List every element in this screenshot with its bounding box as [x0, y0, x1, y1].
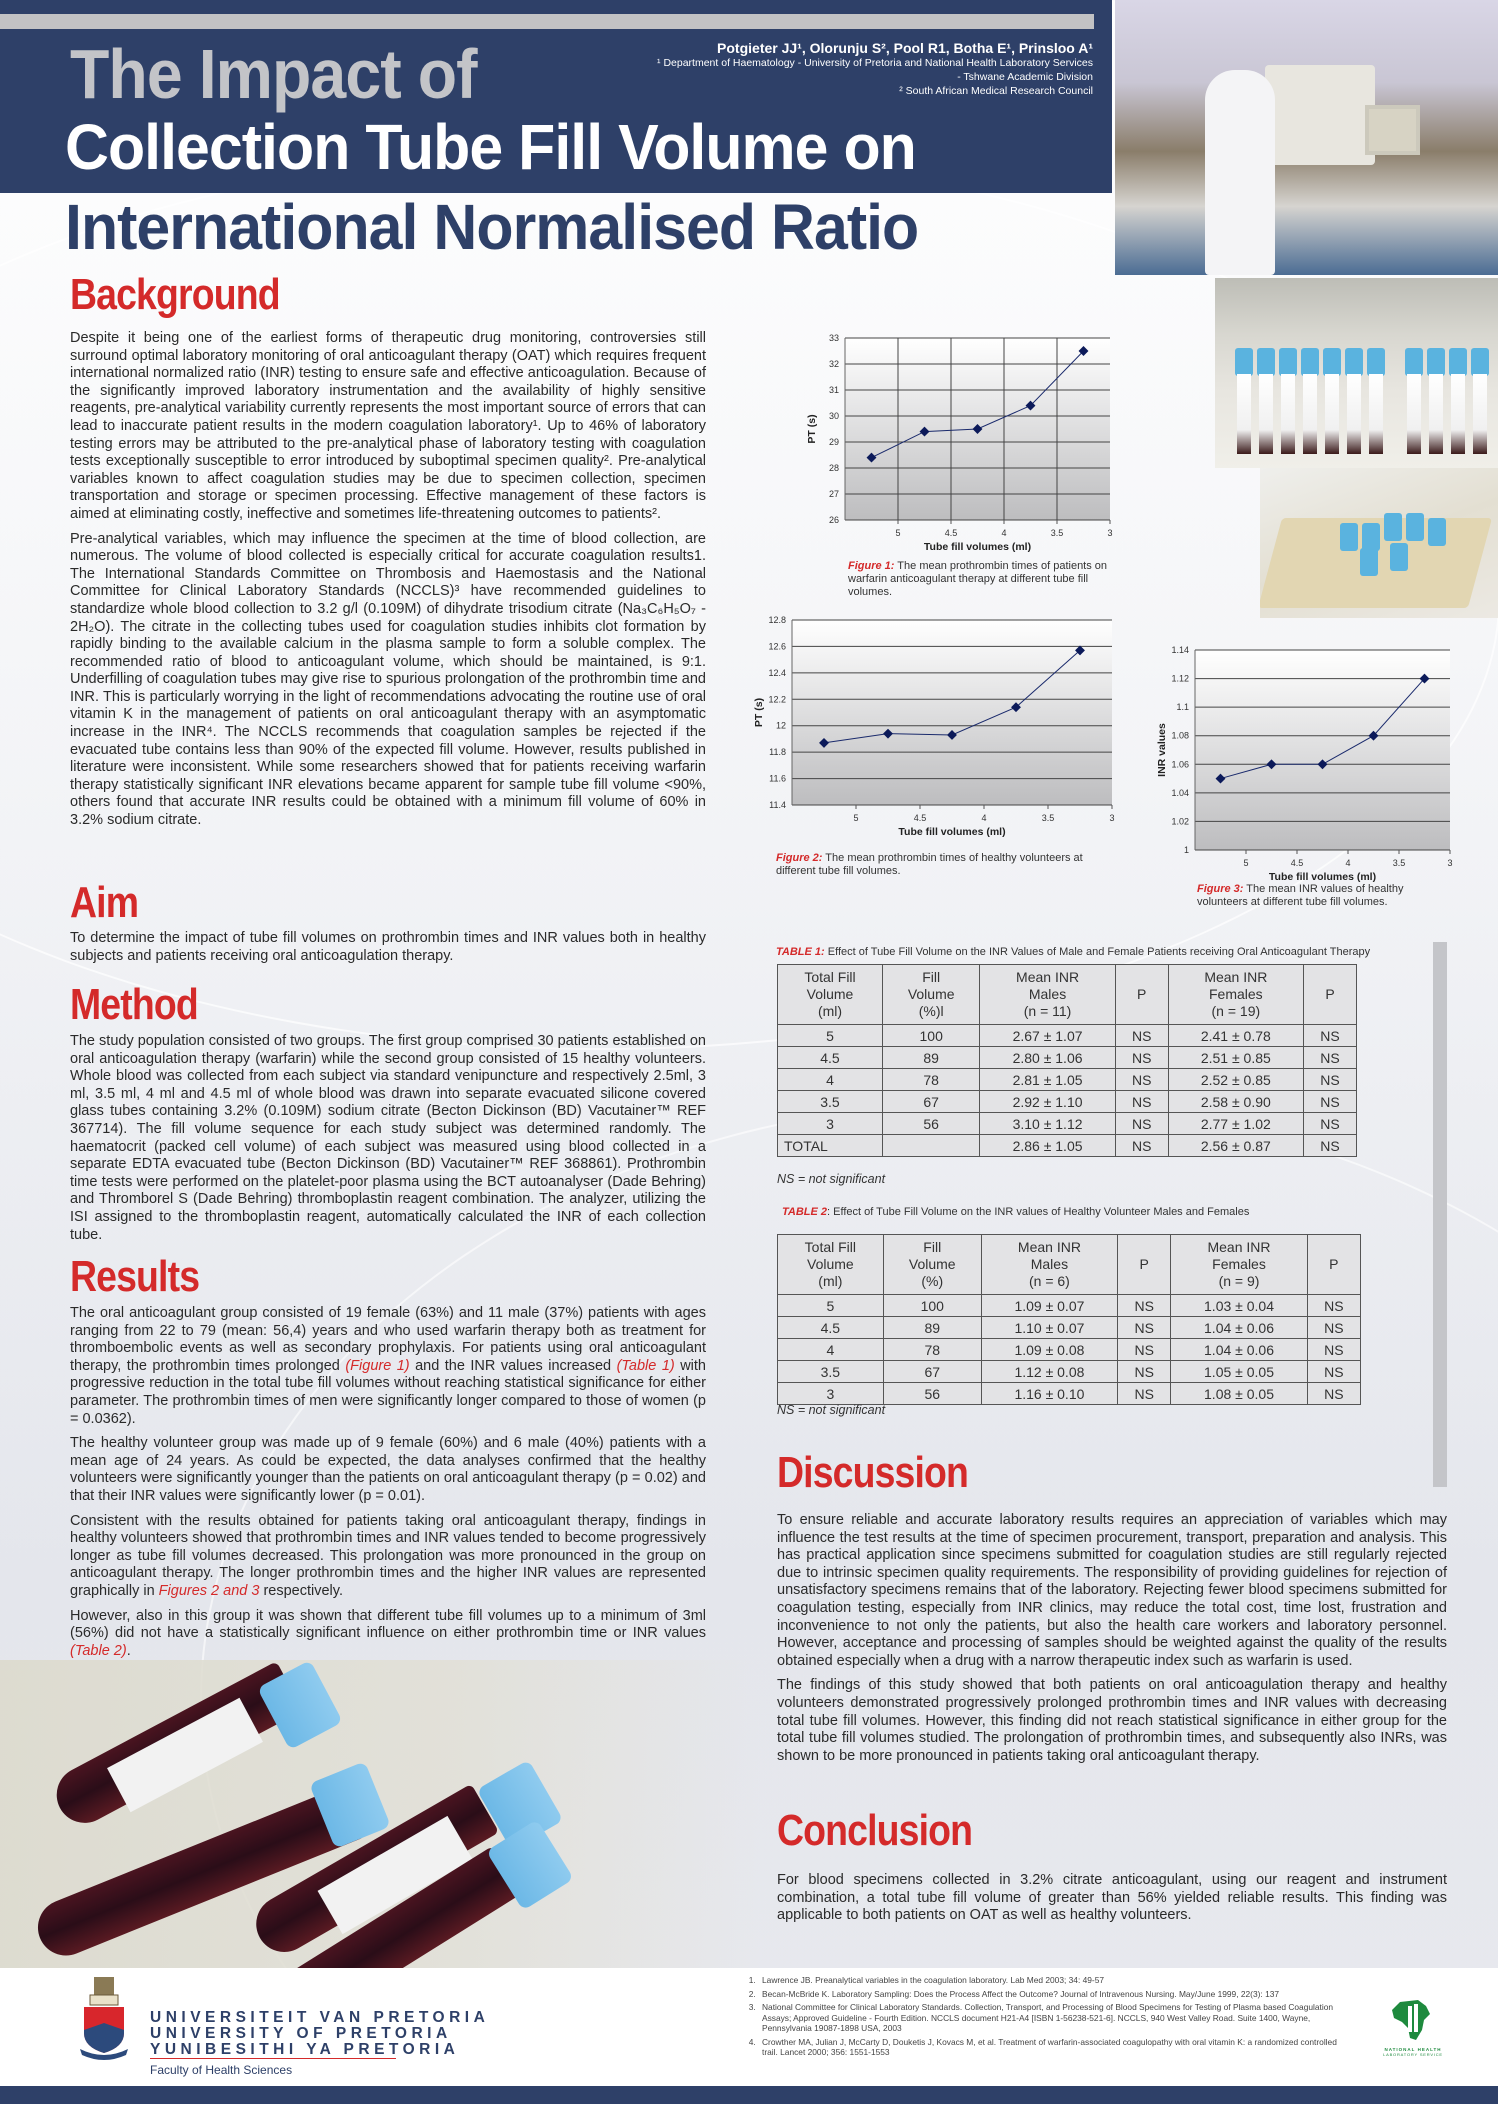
- title-line-3: International Normalised Ratio: [65, 191, 919, 263]
- title-line-1: The Impact of: [70, 35, 477, 113]
- table-cell: NS: [1115, 1113, 1168, 1135]
- table-cell: 1.16 ± 0.10: [981, 1383, 1117, 1405]
- svg-text:4: 4: [981, 813, 987, 823]
- table-cell: 56: [883, 1383, 981, 1405]
- table-cell: 1.03 ± 0.04: [1171, 1295, 1307, 1317]
- author-names: Potgieter JJ¹, Olorunju S², Pool R1, Botha E¹, Prinsloo A¹: [717, 40, 1093, 56]
- reference-item: 3. National Committee for Clinical Laboratory Standards. Collection, Transport, and Processing of Blood Specimens for Testing of Plasma based Coagulation Assays; Approved Guideline - Fourth Edition. NCCLS document H21-A4 [ISBN 1-56238-521-6]. NCCLS, 940 West Valley Road. Suite 1400, Wayne, Pennsylvania 19087-1898 USA, 2003: [758, 2002, 1340, 2034]
- svg-text:5: 5: [1243, 858, 1249, 868]
- table-cell: NS: [1307, 1383, 1360, 1405]
- svg-text:4.5: 4.5: [944, 528, 958, 538]
- university-crest-icon: [78, 1975, 130, 2060]
- table-cell: 5: [778, 1025, 883, 1047]
- svg-text:Tube fill volumes (ml): Tube fill volumes (ml): [898, 826, 1006, 838]
- university-divider: [150, 2058, 396, 2059]
- table-cell: [882, 1135, 979, 1157]
- column-header: P: [1115, 965, 1168, 1025]
- table-cell: NS: [1307, 1339, 1360, 1361]
- table-cell: 4: [778, 1339, 884, 1361]
- computer-monitor: [1365, 105, 1420, 155]
- svg-text:PT (s): PT (s): [753, 697, 765, 728]
- table-cell: 1.09 ± 0.07: [981, 1295, 1117, 1317]
- table-row: [778, 1339, 1361, 1361]
- table-cell: 1.04 ± 0.06: [1171, 1317, 1307, 1339]
- table-row: [778, 1025, 1357, 1047]
- method-heading: Method: [70, 980, 198, 1029]
- svg-text:1.12: 1.12: [1171, 673, 1189, 684]
- discussion-paragraph-2: The findings of this study showed that both patients on oral anticoagulation therapy and healthy volunteers demonstrated progressively prolonged prothrombin times and INR values with decreasing total tube fill volumes. However, this finding did not reach statistical significance in either group for the total tube fill volumes studied. The prolongation of prothrombin times, and subsequently also INRs, was shown to be more pronounced in patients taking oral anticoagulant therapy.: [777, 1677, 1447, 1764]
- table-row: [778, 1091, 1357, 1113]
- svg-text:1.08: 1.08: [1171, 730, 1189, 741]
- svg-text:29: 29: [828, 437, 839, 447]
- table-cell: 1.05 ± 0.05: [1171, 1361, 1307, 1383]
- table-row: [778, 1047, 1357, 1069]
- table-cell: 67: [883, 1361, 981, 1383]
- svg-text:12: 12: [775, 720, 786, 731]
- svg-text:33: 33: [828, 333, 839, 343]
- column-header: Fill Volume (%): [883, 1235, 981, 1295]
- svg-text:1: 1: [1183, 845, 1189, 855]
- column-header: Mean INR Females (n = 9): [1171, 1235, 1307, 1295]
- figures-2-3-link[interactable]: Figures 2 and 3: [158, 1582, 260, 1599]
- svg-text:12.2: 12.2: [768, 694, 786, 705]
- discussion-paragraph-1: To ensure reliable and accurate laboratory results requires an appreciation of variables which may influence the test results at the time of specimen procurement, transport, preparation and analysis. This has practical application since specimens submitted for coagulation studies are still regularly rejected due to intrinsic specimen quality requirements. The responsibility of providing guidelines for rejection of unsatisfactory specimens remains that of the laboratory. Rejecting fewer blood specimens submitted for coagulation testing, especially from INR clinics, may reduce the total cost, time lost, frustration and inconvenience to not only the patients, but also the health care workers and laboratory personnel. However, acceptance and processing of samples should be weighted against the quality of the results obtained especially when a drug with a narrow therapeutic index such as warfarin is used.: [777, 1512, 1447, 1669]
- figure-3-chart: [1145, 640, 1465, 883]
- table-cell: 1.12 ± 0.08: [981, 1361, 1117, 1383]
- svg-text:3: 3: [1447, 858, 1453, 868]
- table-cell: NS: [1118, 1383, 1171, 1405]
- svg-text:1.04: 1.04: [1171, 787, 1189, 798]
- table-cell: NS: [1115, 1025, 1168, 1047]
- figure-1-link[interactable]: (Figure 1): [345, 1357, 410, 1374]
- reference-item: 1. Lawrence JB. Preanalytical variables in the coagulation laboratory. Lab Med 2003; 34: 49-57: [758, 1975, 1340, 1986]
- nhls-text-1: NATIONAL HEALTH: [1384, 2047, 1442, 2052]
- table-cell: 2.52 ± 0.85: [1168, 1069, 1303, 1091]
- table-cell: NS: [1307, 1295, 1360, 1317]
- aim-text: To determine the impact of tube fill volumes on prothrombin times and INR values both in healthy subjects and patients receiving oral anticoagulation therapy.: [70, 930, 706, 964]
- background-paragraph-1: Despite it being one of the earliest forms of therapeutic drug monitoring, controversies still surround optimal laboratory monitoring of oral anticoagulant therapy (OAT) which requires frequent international normalized ratio (INR) testing to ensure safe and effective anticoagulation. Because of the significantly improved laboratory instrumentation and the availability of highly sensitive reagents, pre-analytical variability currently represents the most important source of errors that can lead to inaccurate patient results in the modern coagulation laboratory¹. Up to 46% of laboratory testing errors may be attributed to the pre-analytical phase of laboratory testing with coagulation tests exceptionally susceptible to error introduced by suboptimal specimen quality². Pre-analytical variables known to affect coagulation studies may be due to specimen collection, specimen transportation and storage or specimen processing. Effective management of these factors is aimed at eliminating costly, ineffective and sometimes life-threatening outcomes to patients².: [70, 330, 706, 522]
- table-cell: 4: [778, 1069, 883, 1091]
- table-row: [778, 1069, 1357, 1091]
- svg-text:27: 27: [828, 489, 839, 499]
- results-paragraph-3: Consistent with the results obtained for patients taking oral anticoagulant therapy, findings in healthy volunteers showed that prothrombin times and INR values tended to become progressively longer as tube fill volumes decreased. This prolongation was more pronounced in the group on anticoagulant therapy. The longer prothrombin times and the higher INR values are represented graphically in Figures 2 and 3 respectively.: [70, 1512, 706, 1599]
- table-cell: 67: [882, 1091, 979, 1113]
- table-cell: 89: [882, 1047, 979, 1069]
- table-cell: 1.10 ± 0.07: [981, 1317, 1117, 1339]
- table-cell: 2.58 ± 0.90: [1168, 1091, 1303, 1113]
- table-cell: NS: [1304, 1091, 1357, 1113]
- svg-text:PT (s): PT (s): [806, 414, 818, 444]
- svg-text:INR values: INR values: [1156, 723, 1168, 777]
- figure-2-caption: Figure 2: The mean prothrombin times of healthy volunteers at different tube fill volumes.: [776, 852, 1083, 877]
- results-paragraph-4: However, also in this group it was shown that different tube fill volumes up to a minimum of 3ml (56%) did not have a statistically significant influence on either prothrombin time or INR values (Table 2).: [70, 1607, 706, 1659]
- table-cell: NS: [1118, 1339, 1171, 1361]
- table-row: [778, 1295, 1361, 1317]
- svg-text:1.06: 1.06: [1171, 759, 1189, 770]
- svg-text:1.02: 1.02: [1171, 816, 1189, 827]
- figure-2-chart: [740, 615, 1120, 840]
- column-header: Mean INR Males (n = 11): [980, 965, 1115, 1025]
- svg-text:3.5: 3.5: [1392, 858, 1406, 868]
- table-1-title: TABLE 1: Effect of Tube Fill Volume on the INR Values of Male and Female Patients receiving Oral Anticoagulant Therapy: [776, 946, 1371, 958]
- table-row: [778, 1317, 1361, 1339]
- table-cell: NS: [1115, 1069, 1168, 1091]
- table-cell: NS: [1304, 1069, 1357, 1091]
- svg-text:3.5: 3.5: [1041, 813, 1055, 823]
- figure-3-caption: Figure 3: The mean INR values of healthy volunteers at different tube fill volumes.: [1197, 883, 1404, 908]
- table-2-note: NS = not significant: [777, 1403, 886, 1417]
- results-paragraph-1: The oral anticoagulant group consisted of 19 female (63%) and 11 male (37%) patients with ages ranging from 22 to 79 (mean: 56,4) years and who used warfarin therapy both as treatment for thromboembolic events as well as secondary prophylaxis. For patients using oral anticoagulant therapy, the prothrombin times prolonged (Figure 1) and the INR values increased (Table 1) with progressive reduction in the total tube fill volumes without reaching statistical significance for either parameter. The prothrombin times of men were significantly longer compared to those of women (p = 0.0362).: [70, 1305, 706, 1427]
- table-cell: 2.41 ± 0.78: [1168, 1025, 1303, 1047]
- header-stripe: [0, 14, 1094, 29]
- title-line-2: Collection Tube Fill Volume on: [65, 111, 916, 183]
- blood-tubes-photo: [0, 1660, 760, 1970]
- table-cell: 1.08 ± 0.05: [1171, 1383, 1307, 1405]
- table-cell: 2.51 ± 0.85: [1168, 1047, 1303, 1069]
- table-2: [777, 1234, 1361, 1405]
- svg-text:30: 30: [828, 411, 839, 421]
- table-2-title: TABLE 2: Effect of Tube Fill Volume on the INR values of Healthy Volunteer Males and Females: [782, 1206, 1250, 1218]
- column-header: P: [1118, 1235, 1171, 1295]
- table-1-link[interactable]: (Table 1): [616, 1357, 675, 1374]
- svg-text:4.5: 4.5: [1290, 858, 1304, 868]
- svg-text:3: 3: [1109, 813, 1115, 823]
- table-cell: NS: [1115, 1047, 1168, 1069]
- svg-text:1.14: 1.14: [1171, 645, 1189, 655]
- lab-technician: [1205, 70, 1275, 275]
- svg-text:11.8: 11.8: [769, 747, 786, 758]
- table-cell: NS: [1115, 1091, 1168, 1113]
- table-cell: 2.86 ± 1.05: [980, 1135, 1115, 1157]
- table-cell: 89: [883, 1317, 981, 1339]
- affiliation-2: ² South African Medical Research Council: [899, 85, 1093, 97]
- table-cell: 100: [883, 1295, 981, 1317]
- table-row: [778, 1361, 1361, 1383]
- tube-rack-photo: [1215, 278, 1498, 468]
- figure-1-chart: [805, 330, 1125, 553]
- table-cell: 78: [883, 1339, 981, 1361]
- column-header: P: [1304, 965, 1357, 1025]
- background-heading: Background: [70, 270, 280, 319]
- svg-text:26: 26: [828, 515, 839, 525]
- conclusion-text: For blood specimens collected in 3.2% citrate anticoagulant, using our reagent and instrument combination, a total tube fill volume of greater than 56% yielded reliable results. This finding was applicable to both patients on OAT as well as healthy volunteers.: [777, 1872, 1447, 1924]
- table-cell: 4.5: [778, 1047, 883, 1069]
- table-cell: 4.5: [778, 1317, 884, 1339]
- table-cell: 2.81 ± 1.05: [980, 1069, 1115, 1091]
- column-header: Total Fill Volume (ml): [778, 965, 883, 1025]
- table-cell: NS: [1118, 1295, 1171, 1317]
- table-cell: 3.5: [778, 1091, 883, 1113]
- column-header: P: [1307, 1235, 1360, 1295]
- table-cell: NS: [1118, 1317, 1171, 1339]
- svg-text:31: 31: [828, 385, 839, 395]
- table-header-row: [778, 965, 1357, 1025]
- university-name: UNIVERSITEIT VAN PRETORIA UNIVERSITY OF PRETORIA YUNIBESITHI YA PRETORIA: [150, 2009, 490, 2058]
- table-cell: 1.09 ± 0.08: [981, 1339, 1117, 1361]
- table-1-note: NS = not significant: [777, 1172, 886, 1186]
- table-cell: 2.77 ± 1.02: [1168, 1113, 1303, 1135]
- footer-bar: [0, 2086, 1498, 2104]
- table-cell: 1.04 ± 0.06: [1171, 1339, 1307, 1361]
- svg-text:5: 5: [895, 528, 901, 538]
- table-cell: TOTAL: [778, 1135, 883, 1157]
- affiliation-1b: - Tshwane Academic Division: [957, 71, 1093, 83]
- table-cell: NS: [1118, 1361, 1171, 1383]
- svg-text:12.6: 12.6: [768, 641, 786, 652]
- results-text: [70, 1305, 706, 1667]
- table-cell: NS: [1307, 1317, 1360, 1339]
- conclusion-heading: Conclusion: [777, 1806, 973, 1855]
- svg-text:4: 4: [1345, 858, 1351, 868]
- table-cell: 2.67 ± 1.07: [980, 1025, 1115, 1047]
- svg-text:3: 3: [1107, 528, 1113, 538]
- table-cell: 56: [882, 1113, 979, 1135]
- table-cell: 5: [778, 1295, 884, 1317]
- discussion-heading: Discussion: [777, 1448, 969, 1497]
- svg-text:5: 5: [853, 813, 859, 823]
- table-cell: NS: [1304, 1047, 1357, 1069]
- authors-block: [657, 40, 1093, 98]
- tube-holder-photo: [1260, 468, 1498, 618]
- analyser-machine: [1265, 65, 1375, 165]
- nhls-logo: [1378, 1998, 1448, 2058]
- table-cell: 3: [778, 1383, 884, 1405]
- table-cell: NS: [1115, 1135, 1168, 1157]
- svg-text:Tube fill volumes (ml): Tube fill volumes (ml): [923, 541, 1032, 553]
- aim-heading: Aim: [70, 878, 139, 927]
- table-row: [778, 1135, 1357, 1157]
- faculty-name: Faculty of Health Sciences: [150, 2063, 293, 2077]
- affiliation-1: ¹ Department of Haematology - University of Pretoria and National Health Laboratory Services: [657, 57, 1093, 69]
- table-row: [778, 1113, 1357, 1135]
- svg-text:3.5: 3.5: [1050, 528, 1064, 538]
- svg-text:12.4: 12.4: [768, 667, 786, 678]
- svg-text:28: 28: [828, 463, 839, 473]
- svg-text:32: 32: [828, 359, 839, 369]
- results-paragraph-2: The healthy volunteer group was made up of 9 female (60%) and 6 male (40%) patients with a mean age of 24 years. As could be expected, the data analyses confirmed that the healthy volunteers were significantly younger than the patients on oral anticoagulant therapy (p = 0.02) and that their INR values were significantly lower (p = 0.01).: [70, 1435, 706, 1504]
- reference-item: 2. Becan-McBride K. Laboratory Sampling: Does the Process Affect the Outcome? Journal of Intravenous Nursing. May/June 1999, 22(3): 137: [758, 1989, 1340, 2000]
- column-header: Mean INR Males (n = 6): [981, 1235, 1117, 1295]
- table-cell: 100: [882, 1025, 979, 1047]
- laboratory-photo: [1115, 0, 1498, 275]
- method-text: The study population consisted of two groups. The first group comprised 30 patients established on oral anticoagulation therapy (warfarin) while the second group consisted of 15 healthy volunteers. Whole blood was collected from each subject via standard venipuncture and respectively 2.5ml, 3 ml, 3.5 ml, 4 ml and 4.5 ml of whole blood was drawn into separate evacuated silicone covered glass tubes containing 3.2% (0.109M) sodium citrate (Becton Dickinson (BD) Vacutainer™ REF 367714). The fill volume sequence for each study subject was determined randomly. The haematocrit (packed cell volume) of each subject was measured using blood collected in a separate EDTA evacuated tube (Becton Dickinson (BD) Vacutainer™ REF 368861). Prothrombin time tests were performed on the platelet-poor plasma using the BCT autoanalyser (Dade Behring) and Thromborel S (Dade Behring) thromboplastin reagent combination. The analyzer, utilizing the ISI assigned to the thromboplastin reagent, automatically calculated the INR of each collection tube.: [70, 1033, 706, 1243]
- svg-text:1.1: 1.1: [1176, 702, 1189, 713]
- table-cell: 3.10 ± 1.12: [980, 1113, 1115, 1135]
- table-cell: 78: [882, 1069, 979, 1091]
- table-cell: 2.56 ± 0.87: [1168, 1135, 1303, 1157]
- svg-text:4.5: 4.5: [913, 813, 927, 823]
- references-list: [740, 1975, 1340, 2061]
- background-text: [70, 330, 706, 837]
- svg-text:12.8: 12.8: [768, 615, 786, 625]
- reference-item: 4. Crowther MA, Julian J, McCarty D, Douketis J, Kovacs M, et al. Treatment of warfarin-associated coagulopathy with oral vitamin K: a randomized controlled trail. Lancet 2000; 356: 1551-1553: [758, 2037, 1340, 2058]
- table-cell: 3.5: [778, 1361, 884, 1383]
- column-header: Fill Volume (%)l: [882, 965, 979, 1025]
- table-header-row: [778, 1235, 1361, 1295]
- table-cell: 2.92 ± 1.10: [980, 1091, 1115, 1113]
- svg-text:11.4: 11.4: [769, 800, 786, 810]
- table-cell: NS: [1304, 1135, 1357, 1157]
- side-accent-bar: [1433, 942, 1447, 1487]
- nhls-text-2: LABORATORY SERVICE: [1383, 2052, 1443, 2057]
- discussion-text: [777, 1512, 1447, 1772]
- table-cell: NS: [1304, 1025, 1357, 1047]
- svg-text:Tube fill volumes (ml): Tube fill volumes (ml): [1268, 871, 1377, 883]
- svg-text:11.6: 11.6: [769, 773, 786, 784]
- table-cell: 2.80 ± 1.06: [980, 1047, 1115, 1069]
- table-row: [778, 1383, 1361, 1405]
- column-header: Mean INR Females (n = 19): [1168, 965, 1303, 1025]
- table-cell: NS: [1307, 1361, 1360, 1383]
- background-paragraph-2: Pre-analytical variables, which may influence the specimen at the time of blood collection, are numerous. The volume of blood collected is especially critical for accurate coagulation results1. The International Standards Committee on Thrombosis and Haemostasis and the National Committee for Clinical Laboratory Standards (NCCLS)³ have recommended guidelines to standardize whole blood collection to 3.2 g/l (0.109M) of dihydrate trisodium citrate (Na₃C₆H₅O₇ - 2H₂O). The citrate in the collecting tubes used for coagulation studies inhibits clot formation by rapidly binding to the available calcium in the plasma sample to form a soluble complex. The recommended ratio of blood to anticoagulant volume, which should be maintained, is 9:1. Underfilling of coagulation tubes may give rise to spurious prolongation of the prothrombin time and INR. This is particularly worrying in the light of recommendations advocating the routine use of oral vitamin K in the management of patients on oral anticoagulant therapy with an asymptomatic increase in the INR⁴. The NCCLS recommends that coagulation samples be rejected if the evacuated tube contains less than 90% of the expected fill volume. However, results published in literature were inconsistent. While some researchers showed that for patients receiving warfarin therapy statistically significant INR elevations became apparent for sample tube fill volume <90%, others found that accurate INR results could be obtained with a minimum fill volume of 60% in 3.2% sodium citrate.: [70, 530, 706, 829]
- table-cell: 3: [778, 1113, 883, 1135]
- figure-1-caption: Figure 1: The mean prothrombin times of patients on warfarin anticoagulant therapy at different tube fill volumes.: [848, 560, 1108, 598]
- table-2-link[interactable]: (Table 2): [70, 1642, 127, 1659]
- africa-map-icon: [1378, 1998, 1448, 2042]
- results-heading: Results: [70, 1252, 200, 1301]
- table-cell: NS: [1304, 1113, 1357, 1135]
- svg-text:4: 4: [1001, 528, 1007, 538]
- table-1: [777, 964, 1357, 1157]
- column-header: Total Fill Volume (ml): [778, 1235, 884, 1295]
